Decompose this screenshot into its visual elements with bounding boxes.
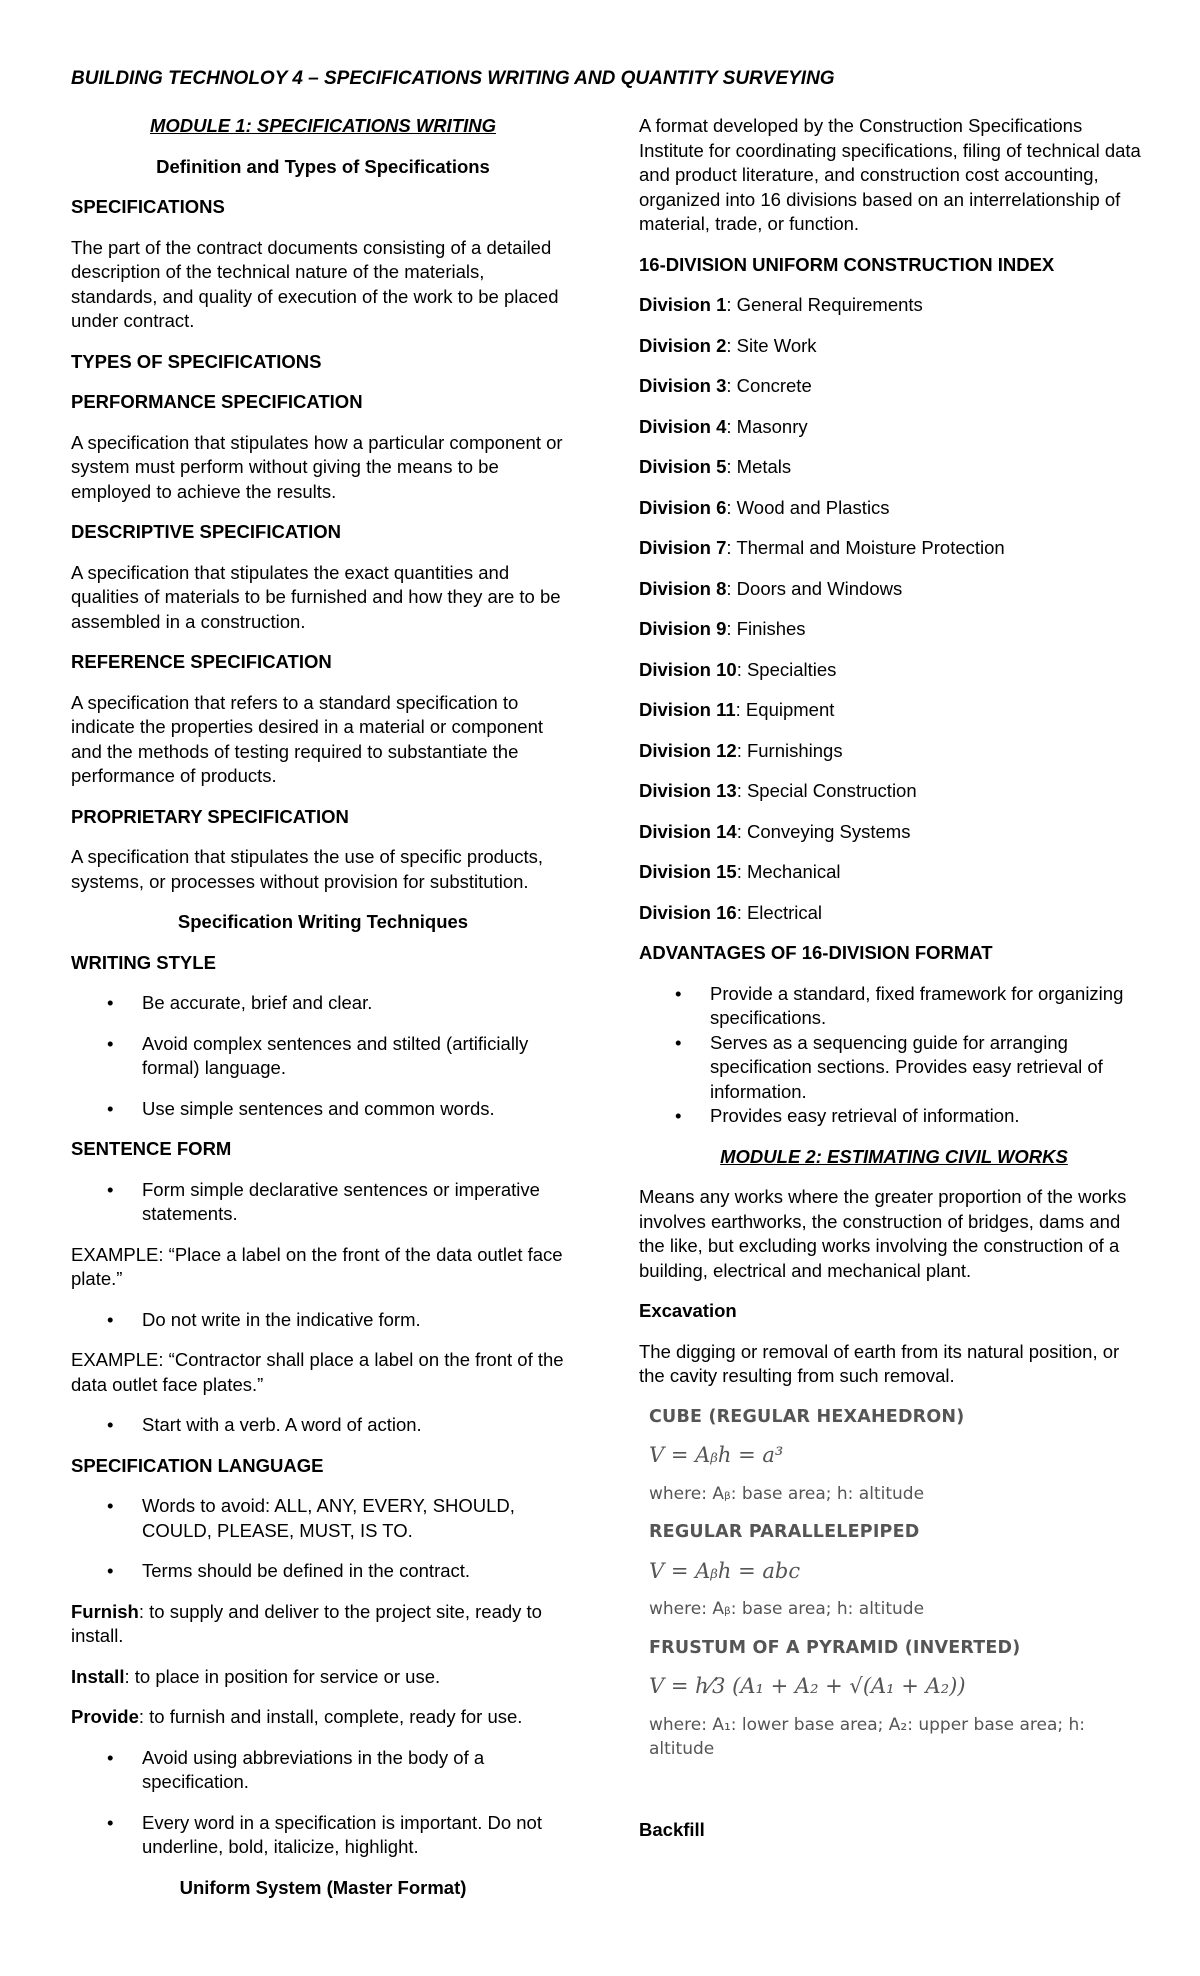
division-name: : Electrical	[736, 901, 823, 923]
excavation-heading: Excavation	[639, 1300, 737, 1321]
division-item	[639, 334, 1149, 359]
list-item: • Serves as a sequencing guide for arranging specification sections. Provides easy retrieval of information.	[675, 1031, 1103, 1102]
descriptive-text: A specification that stipulates the exact quantities and qualities of materials to be furnished and how they are to be assembled in a construction.	[71, 561, 561, 632]
list-item: • Be accurate, brief and clear.	[71, 991, 575, 1016]
division-label: Division 1	[639, 294, 727, 315]
division-item	[639, 536, 1149, 561]
formula-equation: V = h⁄3 (A₁ + A₂ + √(A₁ + A₂))	[649, 1674, 966, 1698]
division-label: Division 16	[639, 901, 737, 923]
writing-style-heading: WRITING STYLE	[71, 951, 216, 973]
bullet-icon: •	[107, 1097, 114, 1119]
division-label: Division 7	[639, 537, 727, 558]
list-item: • Use simple sentences and common words.	[71, 1097, 575, 1122]
example-text: EXAMPLE: “Contractor shall place a label on the front of the data outlet face plates.”	[71, 1349, 564, 1395]
division-label: Division 3	[639, 375, 727, 396]
division-name: : Conveying Systems	[736, 820, 911, 842]
division-label: Division 14	[639, 820, 737, 842]
bullet-icon: •	[675, 1031, 682, 1053]
reference-heading: REFERENCE SPECIFICATION	[71, 651, 332, 672]
specifications-text: The part of the contract documents consisting of a detailed description of the technical nature of the materials, standards, and quality of execution of the work to be placed under contract.	[71, 236, 559, 331]
format-text: A format developed by the Construction Specifications Institute for coordinating specifications, filing of technical data and product literature, and construction cost accounting, organized into 16 divisions based on an interrelationship of material, trade, or function.	[639, 115, 1141, 234]
division-item	[639, 617, 1149, 642]
proprietary-heading: PROPRIETARY SPECIFICATION	[71, 805, 349, 827]
division-name: : Masonry	[726, 415, 808, 437]
division-name: : Site Work	[726, 334, 817, 356]
bullet-icon: •	[107, 1032, 114, 1054]
list-item: • Words to avoid: ALL, ANY, EVERY, SHOULD, COULD, PLEASE, MUST, IS TO.	[107, 1495, 515, 1541]
division-label: Division 4	[639, 415, 727, 437]
division-name: : Equipment	[735, 699, 835, 720]
division-item	[639, 901, 1149, 926]
proprietary-text: A specification that stipulates the use of specific products, systems, or processes without provision for substitution.	[71, 846, 544, 892]
backfill-heading: Backfill	[639, 1818, 705, 1840]
specifications-heading: SPECIFICATIONS	[71, 196, 225, 217]
division-name: : Specialties	[736, 658, 837, 680]
division-name: : Finishes	[726, 618, 806, 639]
excavation-text: The digging or removal of earth from its natural position, or the cavity resulting from such removal.	[639, 1340, 1120, 1386]
list-item: • Avoid complex sentences and stilted (artificially formal) language.	[107, 1032, 529, 1078]
module1-title: MODULE 1: SPECIFICATIONS WRITING	[149, 115, 497, 136]
spacer	[639, 1776, 1149, 1818]
division-name: : Doors and Windows	[726, 577, 903, 599]
division-item	[639, 577, 1149, 602]
formula-title: FRUSTUM OF A PYRAMID (INVERTED)	[649, 1637, 1021, 1658]
formula-equation: V = Aᵦh = a³	[649, 1443, 784, 1467]
division-item	[639, 415, 1149, 440]
division-label: Division 5	[639, 456, 727, 477]
division-item	[639, 293, 1149, 318]
left-column	[71, 114, 575, 1916]
division-name: : Furnishings	[736, 739, 843, 761]
techniques-title: Specification Writing Techniques	[177, 911, 469, 932]
list-item: • Every word in a specification is important. Do not underline, bold, italicize, highlight.	[107, 1811, 542, 1857]
advantages-list	[639, 982, 1149, 1129]
sentence-form-heading: SENTENCE FORM	[71, 1138, 232, 1159]
formula-image	[649, 1405, 1149, 1762]
formula-where: where: A₁: lower base area; A₂: upper base area; h: altitude	[649, 1714, 1086, 1759]
list-item: • Do not write in the indicative form.	[71, 1308, 575, 1333]
types-heading: TYPES OF SPECIFICATIONS	[71, 350, 322, 372]
division-item	[639, 739, 1149, 764]
division-name: : Special Construction	[736, 780, 917, 801]
right-column	[639, 114, 1149, 1858]
list-item: • Provides easy retrieval of information.	[639, 1104, 1149, 1129]
bullet-icon: •	[107, 1308, 114, 1330]
descriptive-heading: DESCRIPTIVE SPECIFICATION	[71, 521, 341, 542]
division-label: Division 15	[639, 861, 737, 882]
performance-heading: PERFORMANCE SPECIFICATION	[71, 391, 363, 412]
furnish-definition: Furnish: to supply and deliver to the project site, ready to install.	[71, 1600, 542, 1646]
division-item	[639, 496, 1149, 521]
formula-where: where: Aᵦ: base area; h: altitude	[649, 1483, 925, 1504]
division-list	[639, 293, 1149, 925]
division-item	[639, 374, 1149, 399]
performance-text: A specification that stipulates how a particular component or system must perform without giving the means to be employed to achieve the results.	[71, 431, 563, 502]
division-label: Division 12	[639, 739, 737, 761]
uniform-system-title: Uniform System (Master Format)	[179, 1876, 467, 1898]
division-name: : Wood and Plastics	[726, 496, 890, 518]
language-heading: SPECIFICATION LANGUAGE	[71, 1454, 324, 1476]
division-label: Division 11	[639, 699, 736, 720]
bullet-icon: •	[107, 1495, 114, 1516]
bullet-icon: •	[675, 982, 682, 1004]
formula-equation: V = Aᵦh = abc	[649, 1558, 801, 1583]
division-name: : Thermal and Moisture Protection	[726, 537, 1005, 558]
division-label: Division 10	[639, 658, 737, 680]
list-item: • Avoid using abbreviations in the body of a specification.	[107, 1746, 485, 1792]
advantages-heading: ADVANTAGES OF 16-DIVISION FORMAT	[639, 942, 993, 963]
division-label: Division 9	[639, 618, 727, 639]
bullet-icon: •	[107, 992, 114, 1013]
division-item	[639, 820, 1149, 845]
bullet-icon: •	[675, 1105, 682, 1126]
division-name: : Metals	[726, 456, 792, 477]
list-item: • Terms should be defined in the contract.	[71, 1559, 575, 1584]
bullet-icon: •	[107, 1414, 114, 1435]
division-item	[639, 860, 1149, 885]
definition-title: Definition and Types of Specifications	[156, 155, 490, 177]
division-item	[639, 779, 1149, 804]
list-item: • Start with a verb. A word of action.	[71, 1413, 575, 1438]
division-item	[639, 658, 1149, 683]
division-name: : General Requirements	[726, 294, 923, 315]
formula-title: REGULAR PARALLELEPIPED	[649, 1522, 920, 1542]
example-text: EXAMPLE: “Place a label on the front of the data outlet face plate.”	[71, 1243, 563, 1289]
provide-definition: Provide: to furnish and install, complete, ready for use.	[71, 1706, 523, 1727]
install-definition: Install: to place in position for service or use.	[71, 1665, 441, 1687]
reference-text: A specification that refers to a standard specification to indicate the properties desired in a material or component and the methods of testing required to substantiate the performance of products.	[71, 691, 544, 786]
list-item: • Provide a standard, fixed framework for organizing specifications.	[675, 982, 1124, 1028]
division-label: Division 6	[639, 496, 727, 518]
division-item	[639, 698, 1149, 723]
bullet-icon: •	[107, 1746, 114, 1768]
division-label: Division 8	[639, 577, 727, 599]
division-name: : Concrete	[726, 375, 812, 396]
index-heading: 16-DIVISION UNIFORM CONSTRUCTION INDEX	[639, 253, 1055, 275]
division-name: : Mechanical	[736, 861, 841, 882]
formula-where: where: Aᵦ: base area; h: altitude	[649, 1599, 925, 1619]
document-header: BUILDING TECHNOLOY 4 – SPECIFICATIONS WRITING AND QUANTITY SURVEYING	[71, 68, 835, 89]
bullet-icon: •	[107, 1811, 114, 1833]
division-label: Division 2	[639, 334, 727, 356]
bullet-icon: •	[107, 1560, 114, 1581]
civil-works-text: Means any works where the greater proportion of the works involves earthworks, the construction of bridges, dams and the like, but excluding works involving the construction of a building, electrical and mechanical plant.	[639, 1186, 1127, 1281]
division-label: Division 13	[639, 780, 737, 801]
division-item	[639, 455, 1149, 480]
module2-title: MODULE 2: ESTIMATING CIVIL WORKS	[720, 1145, 1068, 1167]
formula-title: CUBE (REGULAR HEXAHEDRON)	[649, 1406, 965, 1427]
bullet-icon: •	[107, 1178, 114, 1200]
list-item: • Form simple declarative sentences or imperative statements.	[107, 1178, 540, 1224]
